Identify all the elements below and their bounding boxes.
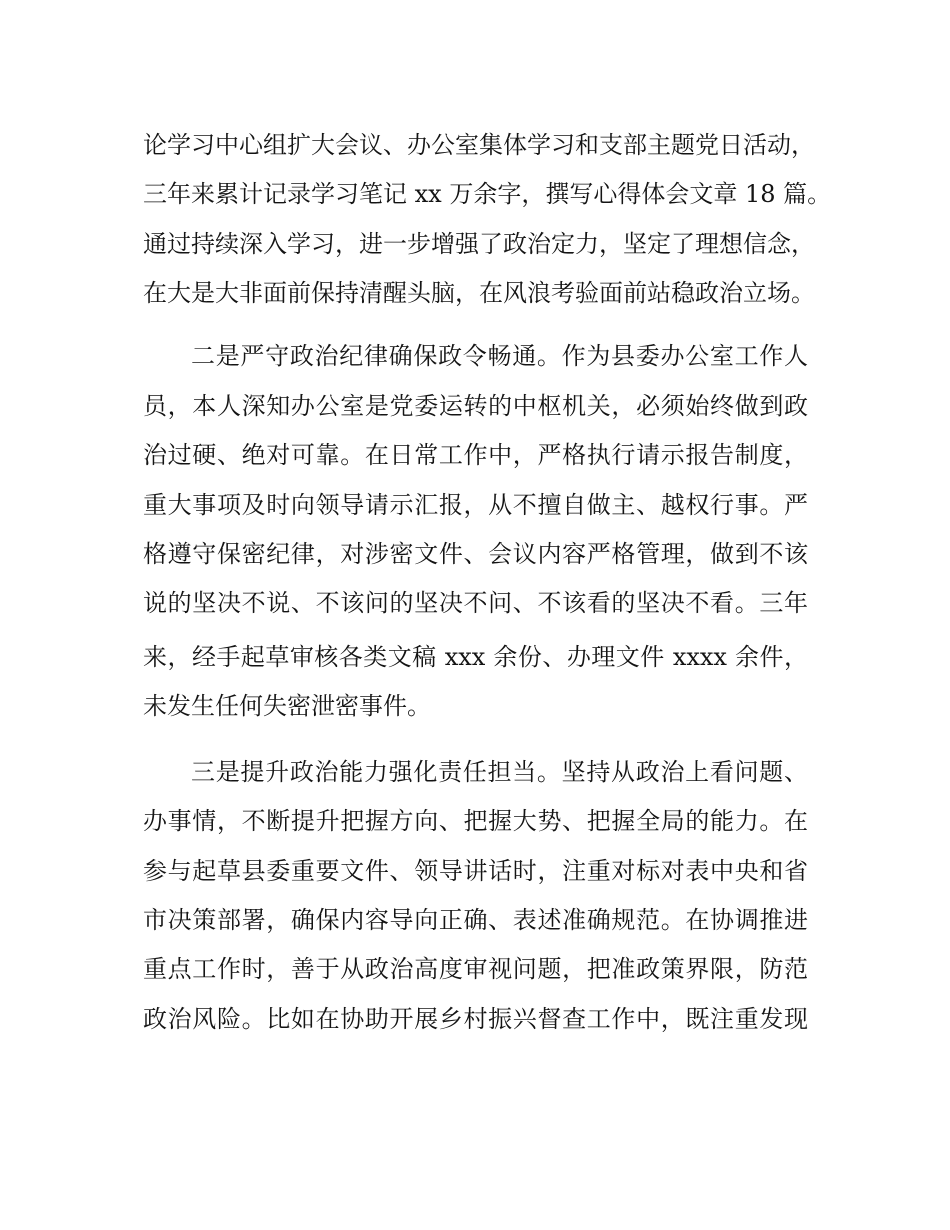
paragraph-2-line-8: 未发生任何失密泄密事件。 <box>143 692 431 720</box>
paragraph-3-line-1: 三是提升政治能力强化责任担当。坚持从政治上看问题、 <box>191 758 808 786</box>
paragraph-3-line-3: 参与起草县委重要文件、领导讲话时，注重对标对表中央和省 <box>143 857 808 885</box>
paragraph-3-line-5: 重点工作时，善于从政治高度审视问题，把准政策界限，防范 <box>143 955 808 983</box>
paragraph-2-line-5: 格遵守保密纪律，对涉密文件、会议内容严格管理，做到不该 <box>143 540 808 568</box>
paragraph-2-line-4: 重大事项及时向领导请示汇报，从不擅自做主、越权行事。严 <box>143 491 808 519</box>
paragraph-3-line-6: 政治风险。比如在协助开展乡村振兴督查工作中，既注重发现 <box>143 1005 808 1033</box>
paragraph-2-line-2: 员，本人深知办公室是党委运转的中枢机关，必须始终做到政 <box>143 392 808 420</box>
paragraph-3-line-2: 办事情，不断提升把握方向、把握大势、把握全局的能力。在 <box>143 807 808 835</box>
paragraph-2-line-3: 治过硬、绝对可靠。在日常工作中，严格执行请示报告制度， <box>143 441 808 469</box>
paragraph-1-line-3: 通过持续深入学习，进一步增强了政治定力，坚定了理想信念， <box>143 230 815 258</box>
paragraph-2-line-6: 说的坚决不说、不该问的坚决不问、不该看的坚决不看。三年 <box>143 589 808 617</box>
paragraph-3-line-4: 市决策部署，确保内容导向正确、表述准确规范。在协调推进 <box>143 906 808 934</box>
paragraph-2-line-1: 二是严守政治纪律确保政令畅通。作为县委办公室工作人 <box>191 342 808 370</box>
paragraph-1-line-4: 在大是大非面前保持清醒头脑，在风浪考验面前站稳政治立场。 <box>143 279 815 307</box>
paragraph-1-line-1: 论学习中心组扩大会议、办公室集体学习和支部主题党日活动， <box>143 131 815 159</box>
paragraph-2-line-7: 来，经手起草审核各类文稿 xxx 余份、办理文件 xxxx 余件， <box>143 643 808 671</box>
paragraph-1-line-2: 三年来累计记录学习笔记 xx 万余字，撰写心得体会文章 18 篇。 <box>143 180 832 208</box>
